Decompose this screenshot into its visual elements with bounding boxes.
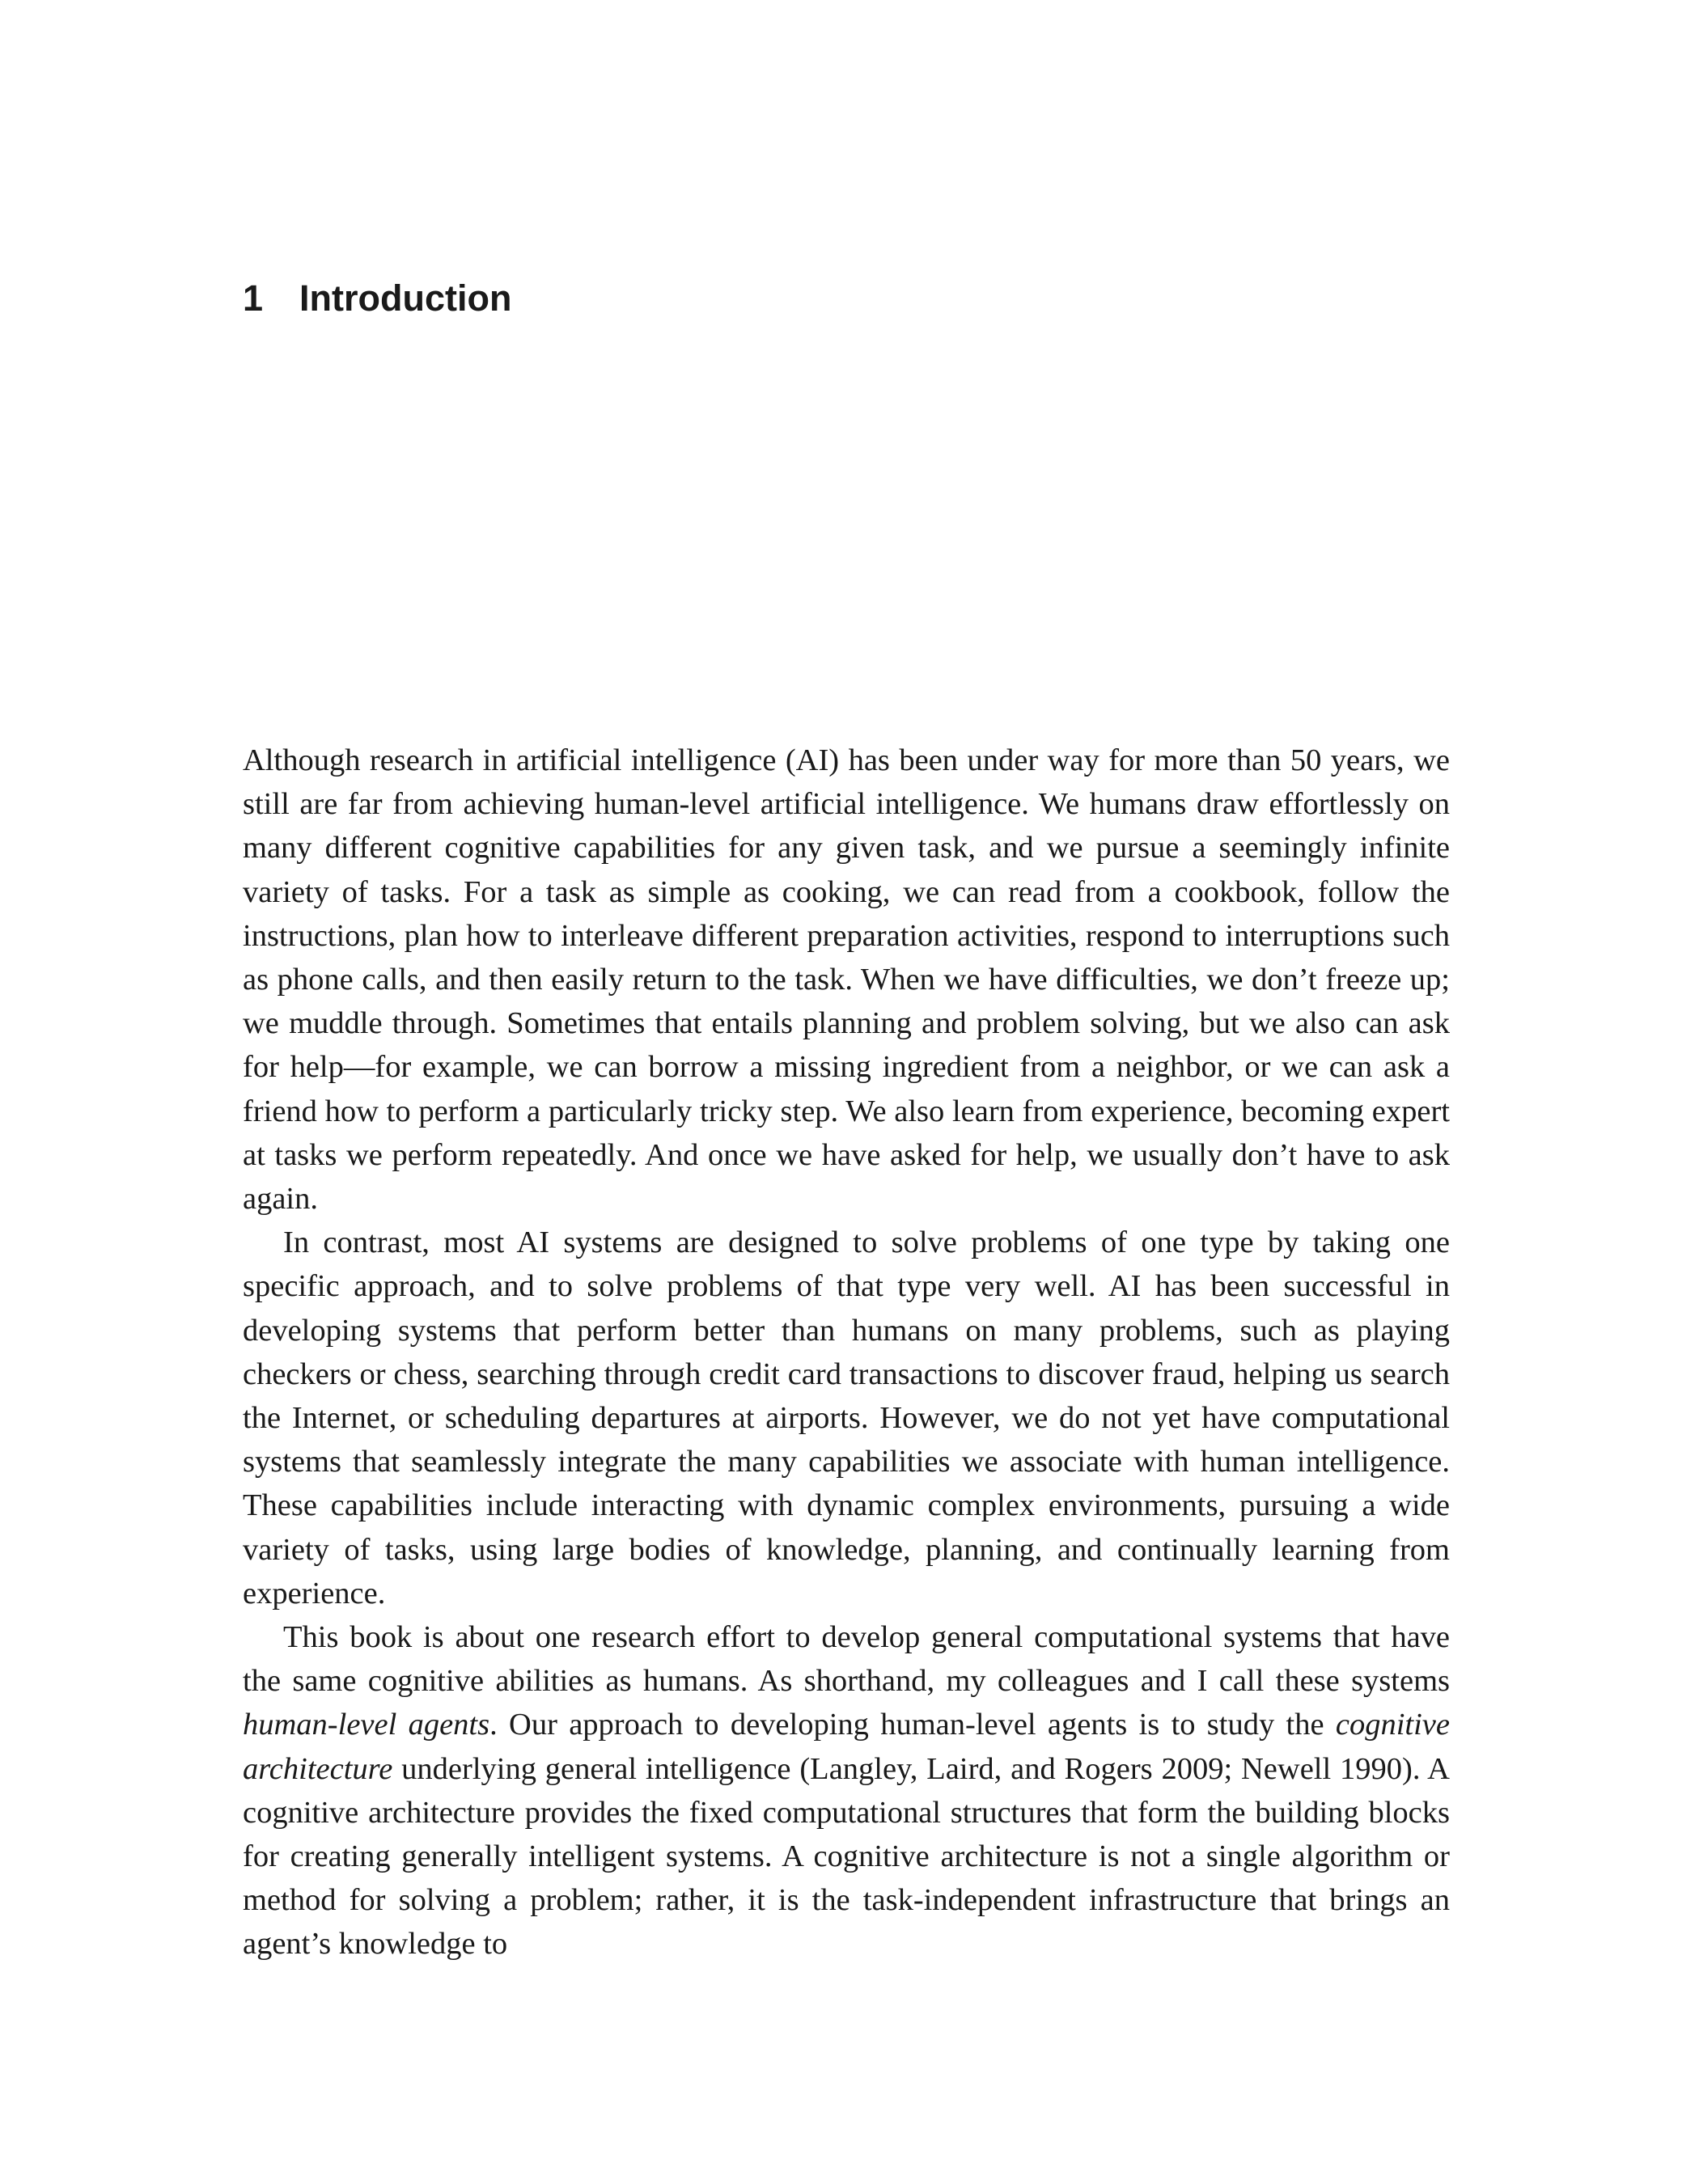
paragraph-1: Although research in artificial intelligence (AI) has been under way for more than 50 years, we still are far from achieving human-level artificial intelligence. We humans draw effortlessly on many different cognitive capabilities for any given task, and we pursue a seemingly infinite variety of tasks. For a task as simple as cooking, we can read from a cookbook, follow the instructions, plan how to interleave different preparation activities, respond to interruptions such as phone calls, and then easily return to the task. When we have difficulties, we don’t freeze up; we muddle through. Sometimes that entails planning and problem solving, but we also can ask for help—for example, we can borrow a missing ingredient from a neighbor, or we can ask a friend how to perform a particularly tricky step. We also learn from experience, becoming expert at tasks we perform repeatedly. And once we have asked for help, we usually don’t have to ask again. — [243, 743, 1450, 1217]
term-cognitive-architecture: cognitive architecture — [243, 1708, 1450, 1786]
paragraph-3 — [243, 1615, 1450, 1966]
chapter-number: 1 — [243, 277, 264, 320]
paragraph-3-text-a: This book is about one research effort to develop general computational systems that have the same cognitive abilities as humans. As shorthand, my colleagues and I call these systems — [243, 1620, 1450, 1699]
body-text — [243, 739, 1450, 1966]
chapter-title: Introduction — [299, 277, 512, 320]
paragraph-3-text-c: underlying general intelligence (Langley, Laird, and Rogers 2009; Newell 1990). A cognitive architecture provides the fixed computational structures that form the building blocks for creating generally intelligent systems. A cognitive architecture is not a single algorithm or method for solving a problem; rather, it is the task-independent infrastructure that brings an agent’s knowledge to — [243, 1751, 1450, 1962]
chapter-heading — [243, 273, 511, 324]
paragraph-2: In contrast, most AI systems are designed to solve problems of one type by taking one specific approach, and to solve problems of that type very well. AI has been successful in developing systems that perform better than humans on many problems, such as playing checkers or chess, searching through credit card transactions to discover fraud, helping us search the Internet, or scheduling departures at airports. However, we do not yet have computational systems that seamlessly integrate the many capabilities we associate with human intelligence. These capabilities include interacting with dynamic complex environments, pursuing a wide variety of tasks, using large bodies of knowledge, planning, and continually learning from experience. — [243, 1225, 1450, 1610]
term-human-level-agents: human-level agents — [243, 1708, 490, 1742]
paragraph-3-text-b: . Our approach to developing human-level agents is to study the — [489, 1708, 1336, 1742]
